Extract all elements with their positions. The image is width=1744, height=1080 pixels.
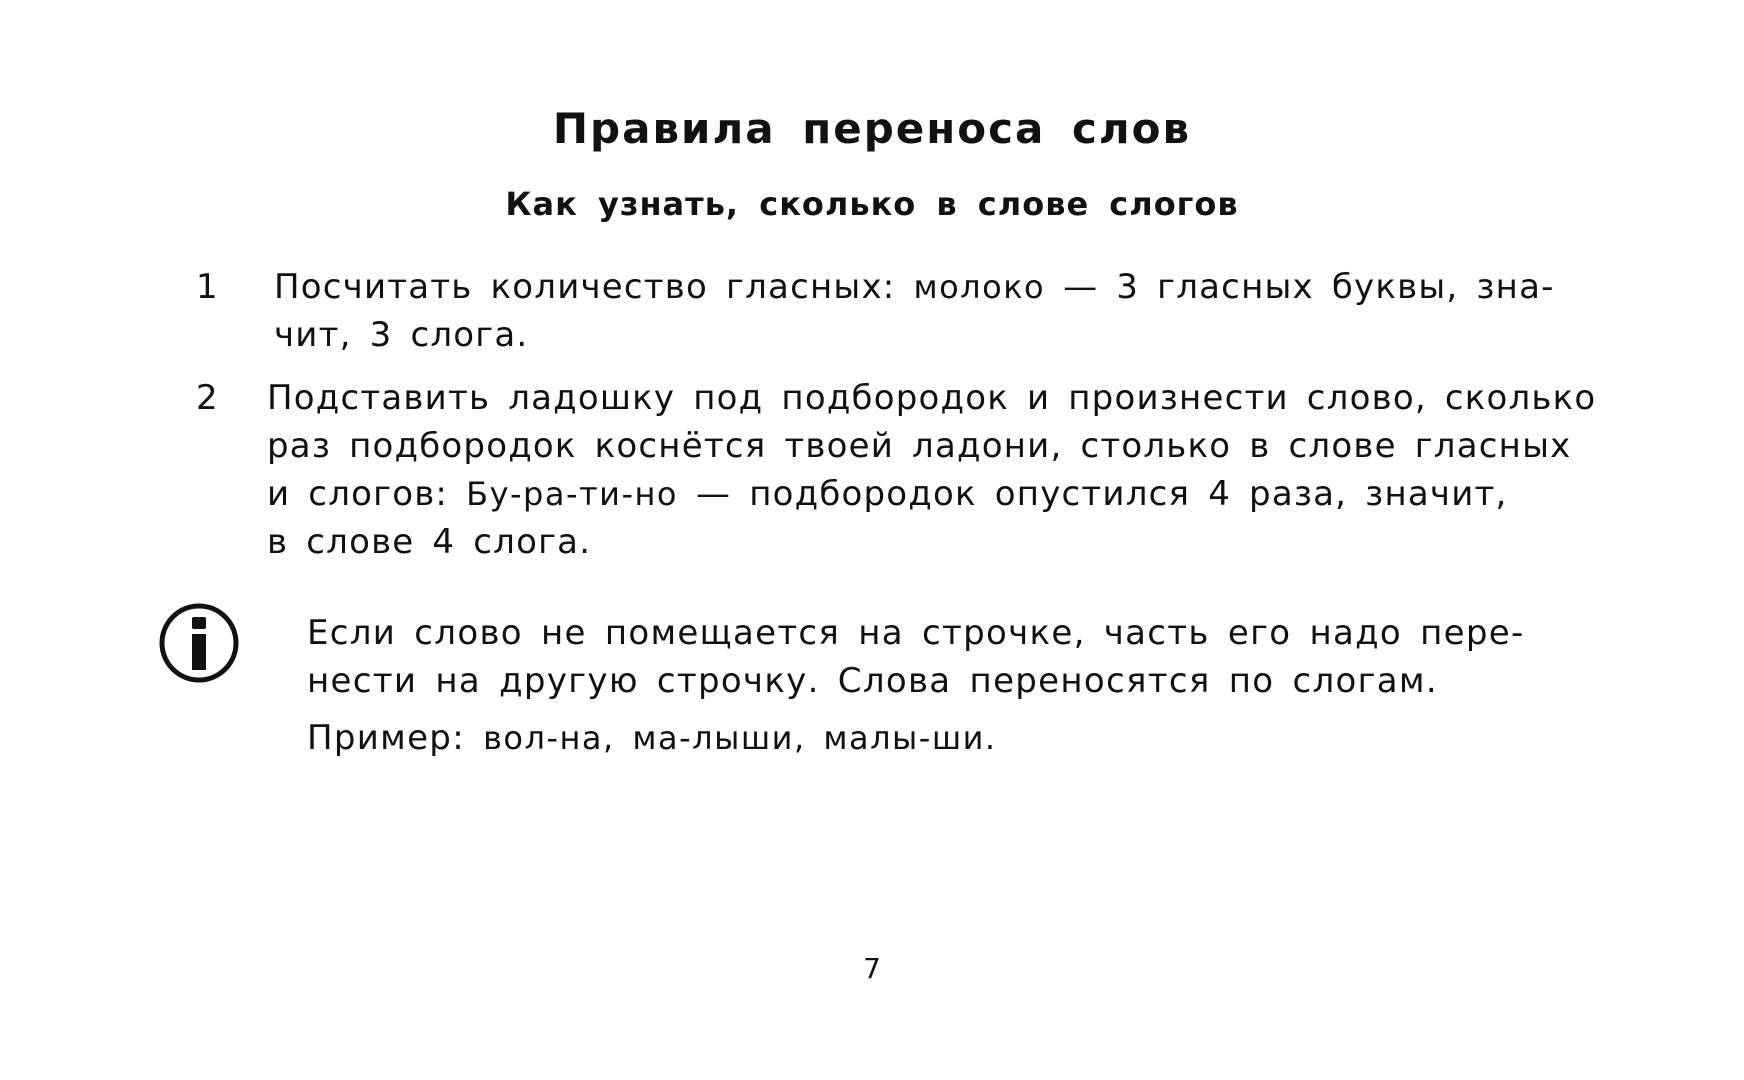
rule-number: 2	[196, 378, 218, 418]
rule-line	[267, 470, 1592, 518]
example-word: Бу-ра-ти-но	[466, 475, 678, 513]
rule-line-text: и слогов:	[267, 474, 467, 514]
rule-line: в слове 4 слога.	[267, 522, 592, 562]
section-subtitle: Как узнать, сколько в слове слогов	[505, 185, 1239, 223]
rule-line-text: — 3 гласных буквы, зна-	[1045, 267, 1555, 307]
rule-line: чит, 3 слога.	[274, 315, 529, 355]
rule-number: 1	[196, 267, 218, 307]
rule-line-text: — подбородок опустился 4 раза, значит,	[678, 474, 1508, 514]
rule-line	[274, 263, 1586, 311]
info-line: Если слово не помещается на строчке, часть его надо пере-	[307, 613, 1525, 653]
rule-line: раз подбородок коснётся твоей ладони, столько в слове гласных	[267, 426, 1572, 466]
info-note	[307, 609, 1589, 705]
page-title: Правила переноса слов	[552, 104, 1192, 153]
example-words: вол-на, ма-лыши, малы-ши.	[483, 719, 997, 757]
page-number: 7	[863, 952, 881, 985]
info-line: нести на другую строчку. Слова переносятся по слогам.	[307, 661, 1438, 701]
example-word: молоко	[913, 268, 1046, 306]
rule-line: Подставить ладошку под подбородок и произнести слово, сколько	[267, 378, 1597, 418]
info-icon	[158, 602, 240, 684]
rule-text	[267, 374, 1597, 566]
rule-line-text: Посчитать количество гласных:	[274, 267, 914, 307]
rule-text	[274, 263, 1586, 359]
example-label: Пример:	[307, 718, 484, 758]
info-example	[307, 714, 997, 762]
